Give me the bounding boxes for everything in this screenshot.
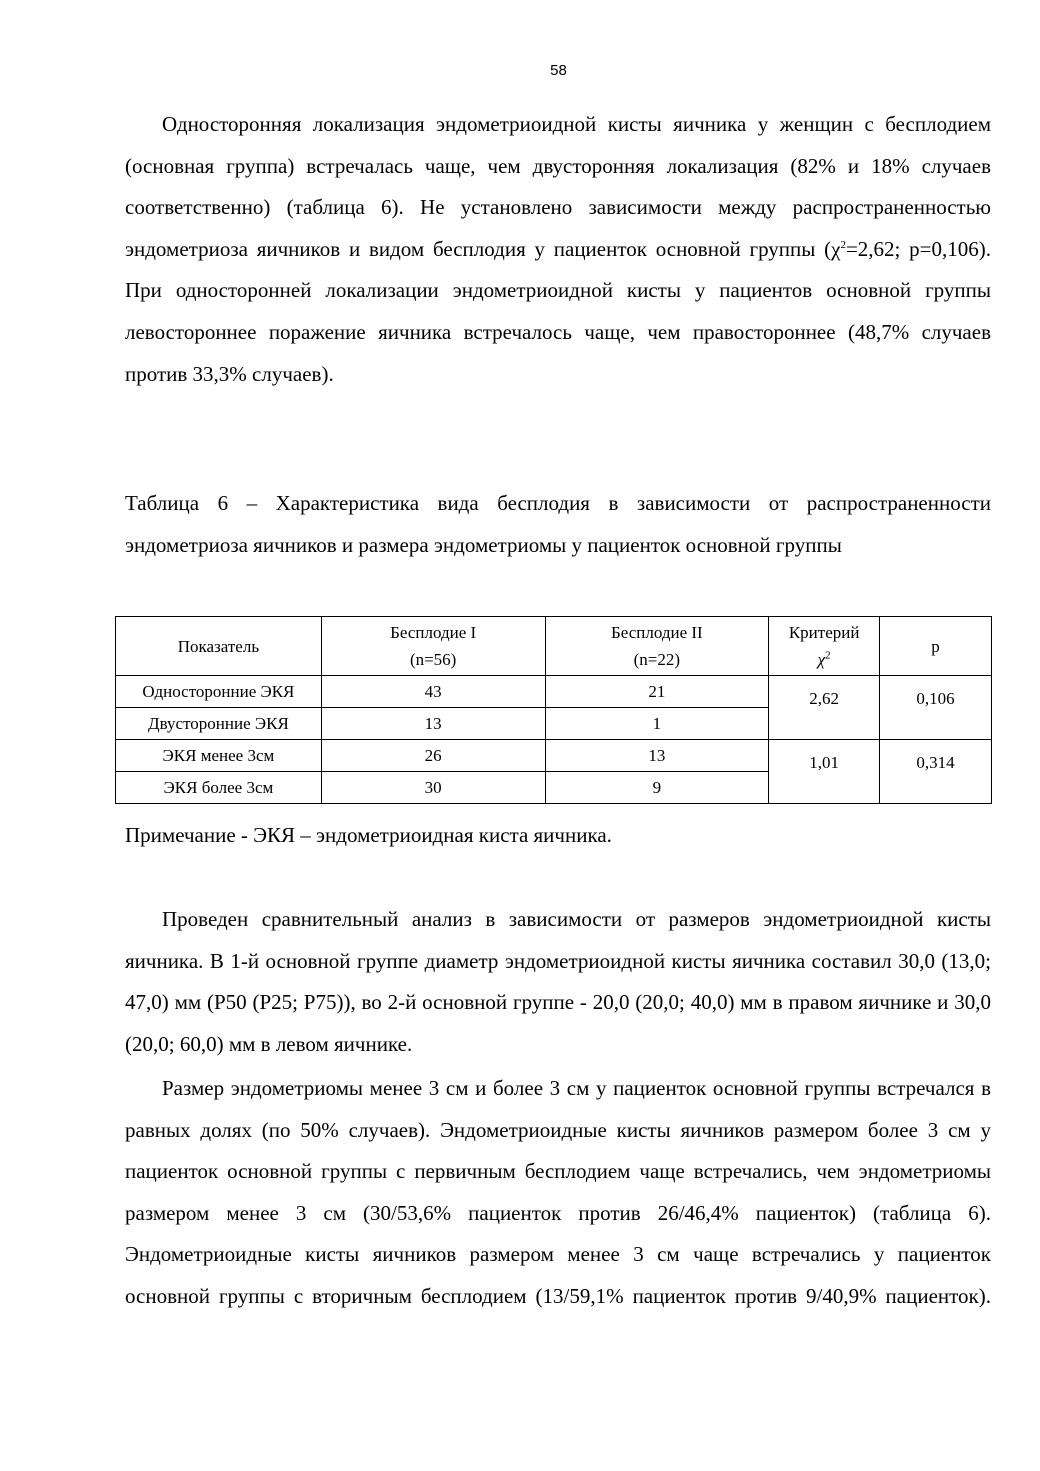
header-criterion-sup: 2 — [825, 649, 831, 662]
row-label: ЭКЯ менее 3см — [116, 740, 322, 772]
row-label: Двусторонние ЭКЯ — [116, 708, 322, 740]
row-value-b2: 13 — [545, 740, 769, 772]
table-row — [116, 740, 992, 772]
row-value-b2: 1 — [545, 708, 769, 740]
row-value-b1: 26 — [321, 740, 545, 772]
header-criterion — [769, 617, 880, 676]
table-caption: Таблица 6 – Характеристика вида бесплодия в зависимости от распространенности эндометриоза яичников и размера эндометриомы у пациенток основной группы — [125, 491, 991, 557]
page-number: 58 — [550, 62, 567, 79]
row-value-b1: 13 — [321, 708, 545, 740]
header-infertility-2 — [545, 617, 769, 676]
paragraph-1-text-rest: =2,62; p=0,106). При односторонней локализации эндометриоидной кисты у пациентов основной группы левостороннее поражение яичника встречалось чаще, чем правостороннее (48,7% случаев против 33,3% случаев). — [125, 236, 992, 386]
header-infertility-1 — [321, 617, 545, 676]
header-infertility-2-n: (n=22) — [633, 650, 681, 669]
paragraph-3: Размер эндометриомы менее 3 см и более 3 см у пациенток основной группы встречался в равных долях (по 50% случаев). Эндометриоидные кисты яичников размером более 3 см у пациенток основной группы с первичным бесплодием чаще встречались, чем эндометриомы размером менее 3 см (30/53,6% пациенток против 26/46,4% пациенток) (таблица 6). Эндометриоидные кисты яичников размером менее 3 см чаще встречались у пациенток основной группы с вторичным бесплодием (13/59,1% пациенток против 9/40,9% пациенток). — [125, 1076, 991, 1308]
row-value-b1: 30 — [321, 772, 545, 804]
chi-square-superscript: 2 — [840, 238, 846, 251]
table-header-row — [116, 617, 992, 676]
criterion-group-2: 1,01 — [769, 740, 880, 804]
header-criterion-title: Критерий — [788, 623, 860, 642]
paragraph-1-text: Односторонняя локализация эндометриоидной кисты яичника у женщин с бесплодием (основная группа) встречалась чаще, чем двусторонняя локализация (82% и 18% случаев соответственно) (таблица 6). Не установлено зависимости между распространенностью эндометриоза яичников и видом бесплодия у пациенток основной группы (χ — [125, 112, 991, 261]
header-infertility-1-title: Бесплодие I — [390, 623, 477, 642]
criterion-group-1: 2,62 — [769, 676, 880, 740]
table-row — [116, 676, 992, 708]
results-table — [115, 616, 992, 804]
row-value-b2: 9 — [545, 772, 769, 804]
p-group-2: 0,314 — [880, 740, 992, 804]
row-value-b1: 43 — [321, 676, 545, 708]
header-p: р — [880, 617, 992, 676]
table-note: Примечание - ЭКЯ – эндометриоидная киста яичника. — [125, 823, 612, 847]
paragraph-2: Проведен сравнительный анализ в зависимости от размеров эндометриоидной кисты яичника. В 1-й основной группе диаметр эндометриоидной кисты яичника составил 30,0 (13,0; 47,0) мм (P50 (P25; P75)), во 2-й основной группе - 20,0 (20,0; 40,0) мм в правом яичнике и 30,0 (20,0; 60,0) мм в левом яичнике. — [125, 907, 991, 1056]
row-label: ЭКЯ более 3см — [116, 772, 322, 804]
header-indicator: Показатель — [116, 617, 322, 676]
header-criterion-chi: χ — [817, 650, 826, 669]
row-label: Односторонние ЭКЯ — [116, 676, 322, 708]
header-infertility-1-n: (n=56) — [409, 650, 457, 669]
paragraph-1 — [125, 104, 991, 395]
row-value-b2: 21 — [545, 676, 769, 708]
header-infertility-2-title: Бесплодие II — [610, 623, 703, 642]
p-group-1: 0,106 — [880, 676, 992, 740]
